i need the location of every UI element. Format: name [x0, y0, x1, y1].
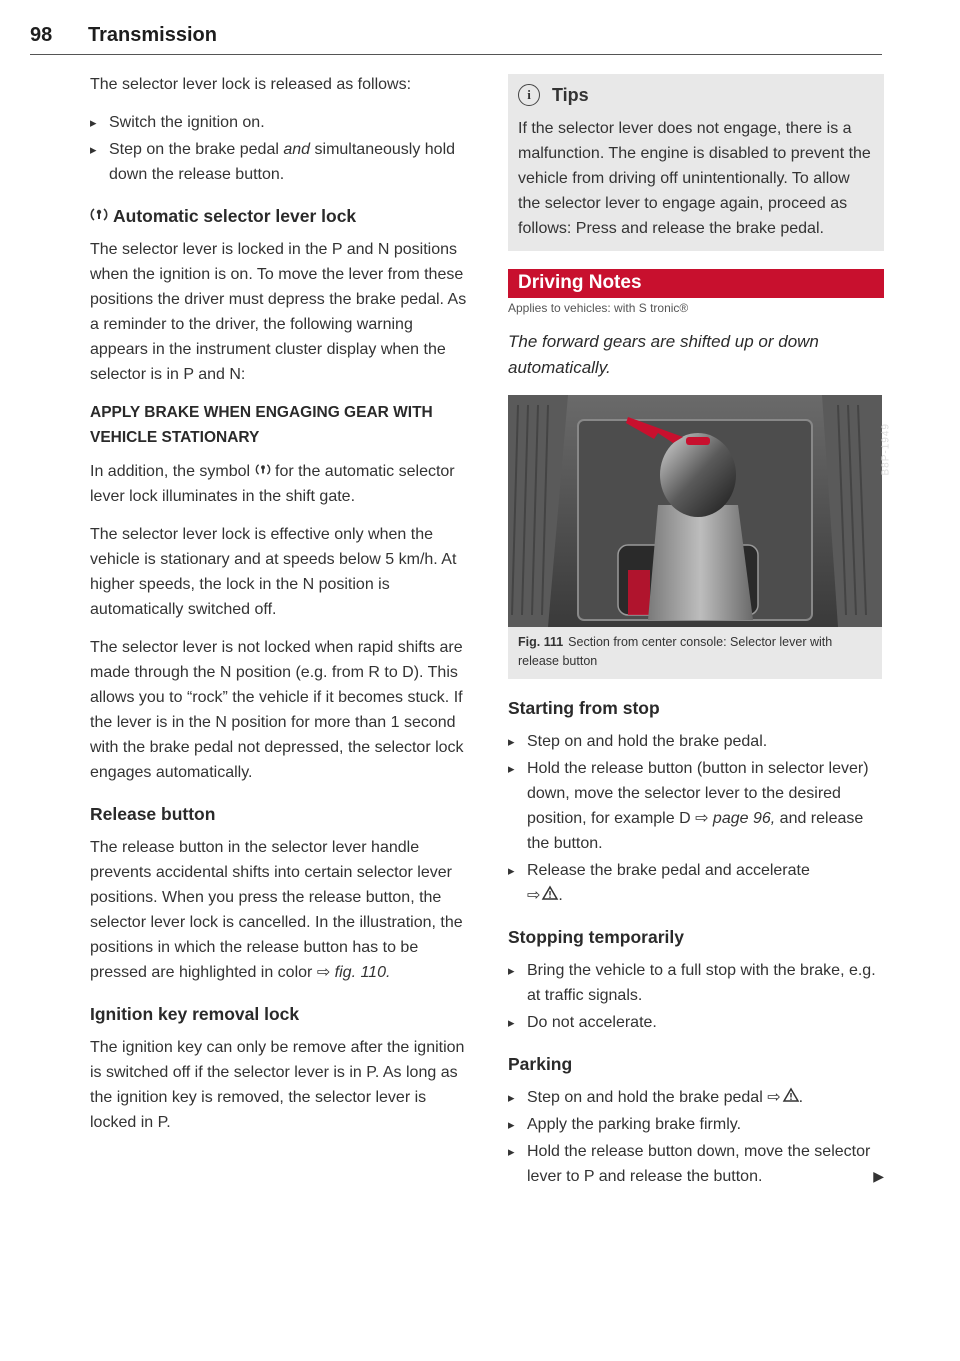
text-part: The release button in the selector lever handle prevents accidental shifts into certain selector lever positions. When you press the release button, the selector lever lock is cancelled. In the illustration, the positions in which the release button has to be pressed are highlighted in color	[90, 839, 463, 981]
continue-arrow-icon: ▶	[873, 1168, 884, 1184]
page-number: 98	[30, 24, 53, 46]
heading-release-button: Release button	[90, 804, 216, 824]
lead-text: The forward gears are shifted up or down automatically.	[508, 332, 819, 377]
ignition-lock-text: The ignition key can only be remove after the ignition is switched off if the selector lever is in P. As long as the ignition key is removed, the selector lever is locked in P.	[90, 1039, 465, 1131]
heading-stopping: Stopping temporarily	[508, 927, 684, 947]
bullet-text: Step on the brake pedal	[109, 141, 284, 158]
text-part: Hold the release button (button in selector lever) down, move the selector lever to the desired position, for example D	[527, 760, 869, 827]
list-item: ▸ Step on and hold the brake pedal ⇨ .	[508, 1085, 884, 1110]
effective-text: The selector lever lock is effective only when the vehicle is stationary and at speeds below 5 km/h. At higher speeds, the lock in the N position is automatically switched off.	[90, 526, 457, 618]
list-item	[508, 1139, 884, 1189]
text-part: Step on and hold the brake pedal ⇨	[527, 1089, 781, 1106]
figure-ref-link[interactable]: ⇨ fig. 110.	[316, 964, 391, 981]
intro-text: The selector lever lock is released as follows:	[90, 76, 412, 93]
heading-ignition-lock: Ignition key removal lock	[90, 1004, 300, 1024]
rapid-shift-text: The selector lever is not locked when rapid shifts are made through the N position (e.g. from R to D). This allows you to “rock” the vehicle if it becomes stuck. If the lever is in the N position for more than 1 second with the brake pedal not depressed, the selector lock engages automatically.	[90, 639, 464, 781]
release-steps	[90, 110, 470, 187]
text-part: Release the brake pedal and accelerate	[527, 862, 810, 879]
bullet-text: simultaneously hold down the release button.	[109, 141, 456, 183]
parking-steps	[508, 1085, 884, 1189]
list-item	[508, 756, 884, 856]
stopping-steps	[508, 958, 884, 1035]
left-column	[90, 72, 470, 1148]
auto-lock-text: The selector lever is locked in the P and N positions when the ignition is on. To move the lever from these positions the driver must depress the brake pedal. As a reminder to the driver, the following warning appears in the instrument cluster display when the selector is in P and N:	[90, 241, 467, 383]
starting-steps	[508, 729, 884, 908]
list-item	[90, 137, 470, 187]
text-part: ⇨	[527, 887, 541, 904]
text-part: for the automatic selector lever lock illuminates in the shift gate.	[90, 463, 455, 505]
bullet-emphasis: and	[283, 141, 311, 158]
list-item: ▸ Apply the parking brake firmly.	[508, 1112, 884, 1137]
info-icon: i	[518, 84, 540, 106]
heading-text: Automatic selector lever lock	[113, 206, 357, 226]
selector-lock-icon	[255, 463, 271, 480]
tips-text: If the selector lever does not engage, there is a malfunction. The engine is disabled to prevent the vehicle from driving off unintentionally. To allow the selector lever to engage again, proceed as follows: Press and release the brake pedal.	[518, 120, 871, 237]
section-title: Transmission	[88, 24, 217, 46]
list-item: ▸ Step on and hold the brake pedal.	[508, 729, 884, 754]
figure-label: Fig. 111	[518, 635, 564, 649]
right-column	[508, 74, 891, 1202]
heading-auto-lock	[90, 205, 470, 228]
list-item: ▸ Bring the vehicle to a full stop with the brake, e.g. at traffic signals.	[508, 958, 884, 1008]
applies-to: Applies to vehicles: with S tronic®	[508, 301, 689, 315]
text-part: In addition, the symbol	[90, 463, 255, 480]
selector-lever-figure	[508, 395, 891, 627]
text-part: Hold the release button down, move the selector lever to P and release the button.	[527, 1143, 871, 1185]
text-part: and release the button.	[527, 810, 864, 852]
figure-code: B8P-1949	[880, 423, 891, 476]
heading-starting: Starting from stop	[508, 698, 660, 718]
warning-message: APPLY BRAKE WHEN ENGAGING GEAR WITH VEHICLE STATIONARY	[90, 404, 433, 446]
heading-parking: Parking	[508, 1054, 573, 1074]
list-item: ▸ Switch the ignition on.	[90, 110, 470, 135]
driving-notes-heading: Driving Notes	[508, 269, 884, 298]
figure-caption	[508, 627, 882, 679]
tips-box	[508, 74, 884, 251]
warning-icon	[542, 883, 558, 908]
release-button-text	[90, 835, 470, 985]
symbol-text	[90, 459, 470, 509]
selector-lock-icon	[90, 205, 108, 228]
page-header	[30, 24, 882, 55]
list-item: ▸ Do not accelerate.	[508, 1010, 884, 1035]
tips-title: Tips	[552, 84, 589, 105]
figure-caption-text: Section from center console: Selector lever with release button	[518, 635, 833, 668]
tips-header	[518, 84, 874, 106]
warning-icon	[783, 1085, 799, 1110]
list-item: ▸ Release the brake pedal and accelerate ⇨ .	[508, 858, 884, 908]
page-ref-link[interactable]: ⇨ page 96,	[695, 810, 776, 827]
selector-lever-illustration	[508, 395, 882, 627]
